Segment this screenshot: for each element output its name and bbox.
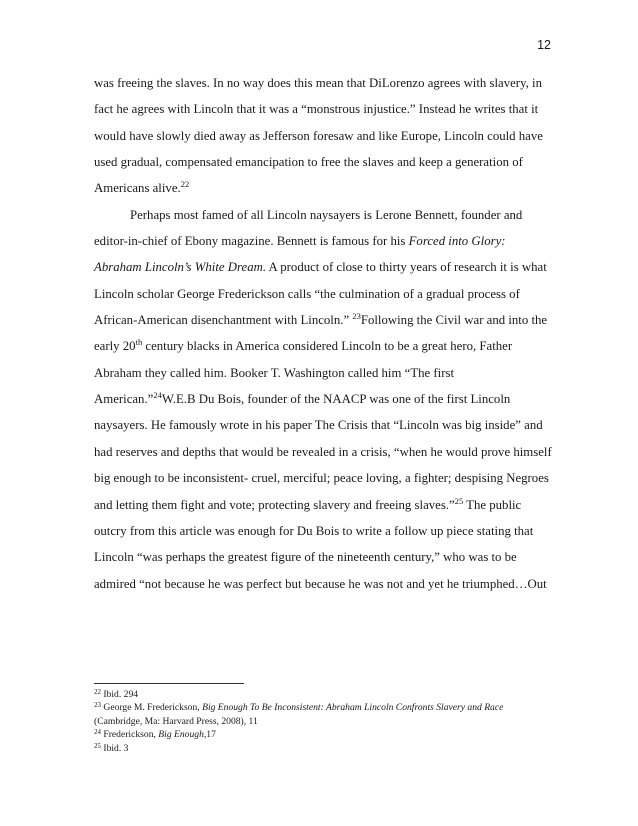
footnote-number: 24 xyxy=(94,728,101,737)
body-line: used gradual, compensated emancipation to free the slaves and keep a generation of xyxy=(94,155,523,170)
footnote-ref-23[interactable]: 23 xyxy=(352,311,361,322)
footnote-25: $^{25}$ Ibid. 3 xyxy=(94,741,129,754)
body-line: and letting them fight and vote; protecting slavery and freeing slaves.”$^{25}$ The public xyxy=(94,495,522,512)
footnote-ref-24[interactable]: 24 xyxy=(153,390,162,401)
book-title: Big Enough To Be Inconsistent: Abraham Lincoln Confronts Slavery and Race xyxy=(202,702,504,714)
book-title: Big Enough xyxy=(158,729,204,741)
footnote-24: $^{24}$ Frederickson, Big Enough,17 xyxy=(94,728,216,741)
body-line: Americans alive.$^{22}$ xyxy=(94,179,190,196)
book-title: Abraham Lincoln’s White Dream. xyxy=(94,260,267,275)
body-line: Lincoln scholar George Frederickson calls “the culmination of a gradual process of xyxy=(94,286,520,301)
body-line: Abraham they called him. Booker T. Washington called him “The first xyxy=(94,365,455,380)
body-line: editor-in-chief of Ebony magazine. Bennett is famous for his Forced into Glory: xyxy=(94,234,506,249)
footnote-23-continued: (Cambridge, Ma: Harvard Press, 2008), 11 xyxy=(94,715,258,727)
body-line: early 20th century blacks in America considered Lincoln to be a great hero, Father xyxy=(94,337,513,354)
body-line: Lincoln “was perhaps the greatest figure of the nineteenth century,” who was to be xyxy=(94,550,517,565)
book-title: Forced into Glory: xyxy=(408,234,506,249)
body-line: Perhaps most famed of all Lincoln naysayers is Lerone Bennett, founder and xyxy=(130,207,523,222)
body-line: American.”$^{24}$W.E.B Du Bois, founder of the NAACP was one of the first Lincoln xyxy=(94,390,511,407)
footnote-number: 25 xyxy=(94,741,101,750)
body-line: admired “not because he was perfect but because he was not and yet he triumphed…Out xyxy=(94,576,547,591)
footnote-ref-22[interactable]: 22 xyxy=(180,179,190,190)
footnote-23: $^{23}$ George M. Frederickson, Big Enough To Be Inconsistent: Abraham Lincoln Confronts Slavery and Race xyxy=(94,701,504,714)
body-line: naysayers. He famously wrote in his paper The Crisis that “Lincoln was big inside” and xyxy=(94,418,543,433)
body-line: outcry from this article was enough for Du Bois to write a follow up piece stating that xyxy=(94,523,534,538)
footnote-number: 22 xyxy=(94,688,101,696)
footnote-ref-25[interactable]: 25 xyxy=(454,495,464,506)
body-line: big enough to be inconsistent- cruel, merciful; peace loving, a fighter; despising Negroes xyxy=(94,471,549,486)
body-line: was freeing the slaves. In no way does this mean that DiLorenzo agrees with slavery, in xyxy=(94,76,542,90)
body-line: African-American disenchantment with Lincoln.” $^{23}$Following the Civil war and into the xyxy=(94,311,548,328)
body-text xyxy=(94,70,552,597)
footnote-number: 23 xyxy=(94,701,101,710)
body-line: had reserves and depths that would be revealed in a crisis, “when he would prove himself xyxy=(94,444,552,459)
footnote-22: $^{22}$ Ibid. 294 xyxy=(94,688,139,700)
ordinal-suffix: th xyxy=(135,337,143,348)
page-number: 12 xyxy=(537,38,551,52)
body-line: would have slowly died away as Jefferson foresaw and like Europe, Lincoln could have xyxy=(94,128,543,143)
footnote-divider xyxy=(94,683,244,684)
footnotes xyxy=(94,688,554,755)
body-line: fact he agrees with Lincoln that it was a “monstrous injustice.” Instead he writes that it xyxy=(94,102,539,117)
body-line: Abraham Lincoln’s White Dream. A product of close to thirty years of research it is what xyxy=(94,260,547,275)
